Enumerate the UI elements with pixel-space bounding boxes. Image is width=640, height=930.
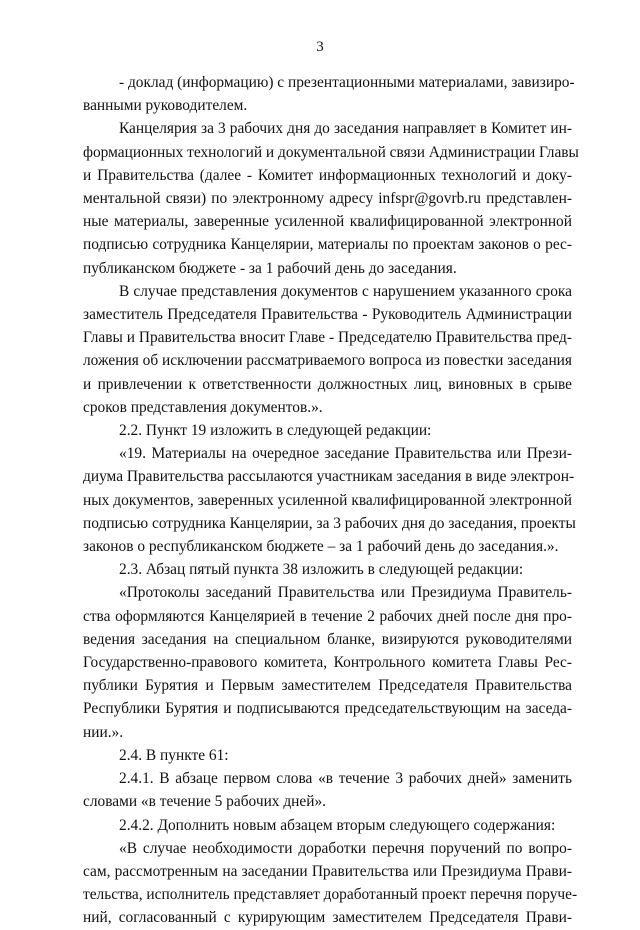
text-line: формационных технологий и документальной связи Администрации Главы <box>83 143 579 161</box>
text-line: подписью сотрудника Канцелярии, за 3 рабочих дня до заседания, проекты <box>83 514 576 532</box>
text-line: ванными руководителем. <box>83 97 248 115</box>
text-line: «В случае необходимости доработки перечня поручений по вопро- <box>119 839 572 857</box>
text-line: 2.4.2. Дополнить новым абзацем вторым следующего содержания: <box>119 816 556 834</box>
text-line: В случае представления документов с нарушением указанного срока <box>119 282 572 300</box>
paragraph <box>83 744 572 767</box>
page-number: 3 <box>316 39 324 55</box>
paragraph <box>83 558 572 581</box>
text-line: Республики Бурятия и подписываются председательствующим на заседа- <box>83 700 572 718</box>
paragraph <box>83 814 572 837</box>
text-line: ства оформляются Канцелярией в течение 2 рабочих дней после дня про- <box>83 607 572 625</box>
text-line: и привлечении к ответственности должностных лиц, виновных в срыве <box>83 375 572 393</box>
text-line: заместитель Председателя Правительства - Руководитель Администрации <box>83 306 572 324</box>
text-line: тельства, исполнитель представляет доработанный проект перечня поруче- <box>83 886 578 904</box>
text-line: публиканском бюджете - за 1 рабочий день до заседания. <box>83 259 457 277</box>
paragraph <box>83 280 572 419</box>
paragraph <box>83 767 572 813</box>
text-line: словами «в течение 5 рабочих дней». <box>83 793 327 811</box>
text-line: Канцелярия за 3 рабочих дня до заседания направляет в Комитет ин- <box>119 120 572 138</box>
text-line: ведения заседания на специальном бланке, визируются руководителями <box>83 630 572 648</box>
text-line: подписью сотрудника Канцелярии, материалы по проектам законов о рес- <box>83 236 572 254</box>
text-line: 2.2. Пункт 19 изложить в следующей редакции: <box>119 422 432 440</box>
paragraph <box>83 419 572 442</box>
text-line: нии.». <box>83 723 124 741</box>
text-line: диума Правительства рассылаются участникам заседания в виде электрон- <box>83 468 575 486</box>
text-line: ний, согласованный с курирующим заместителем Председателя Прави- <box>83 909 572 927</box>
text-line: ментальной связи) по электронному адресу infspr@govrb.ru представлен- <box>83 190 572 208</box>
text-line: сроков представления документов.». <box>83 398 323 416</box>
text-line: Главы и Правительства вносит Главе - Председателю Правительства пред- <box>83 329 572 347</box>
document-body <box>83 71 579 930</box>
text-line: публики Бурятия и Первым заместителем Председателя Правительства <box>83 677 572 695</box>
paragraph <box>83 442 576 558</box>
paragraph <box>83 117 579 279</box>
paragraph <box>83 837 578 930</box>
text-line: законов о республиканском бюджете – за 1 рабочий день до заседания.». <box>83 538 559 556</box>
paragraph <box>83 581 572 743</box>
text-line: сам, рассмотренным на заседании Правительства или Президиума Прави- <box>83 862 572 880</box>
text-line: ные материалы, заверенные усиленной квалифицированной электронной <box>83 213 572 231</box>
text-line: Государственно-правового комитета, Контрольного комитета Главы Рес- <box>83 654 572 672</box>
text-line: 2.3. Абзац пятый пункта 38 изложить в следующей редакции: <box>119 561 524 579</box>
text-line: ложения об исключении рассматриваемого вопроса из повестки заседания <box>83 352 572 370</box>
paragraph <box>83 71 575 117</box>
text-line: - доклад (информацию) с презентационными материалами, завизиро- <box>119 74 575 91</box>
text-line: «Протоколы заседаний Правительства или Президиума Правитель- <box>119 584 572 602</box>
text-line: и Правительства (далее - Комитет информационных технологий и доку- <box>83 166 572 184</box>
text-line: 2.4. В пункте 61: <box>119 746 229 764</box>
text-line: ных документов, заверенных усиленной квалифицированной электронной <box>83 491 572 509</box>
text-line: «19. Материалы на очередное заседание Правительства или Прези- <box>119 445 572 463</box>
text-line: 2.4.1. В абзаце первом слова «в течение 3 рабочих дней» заменить <box>119 770 572 788</box>
